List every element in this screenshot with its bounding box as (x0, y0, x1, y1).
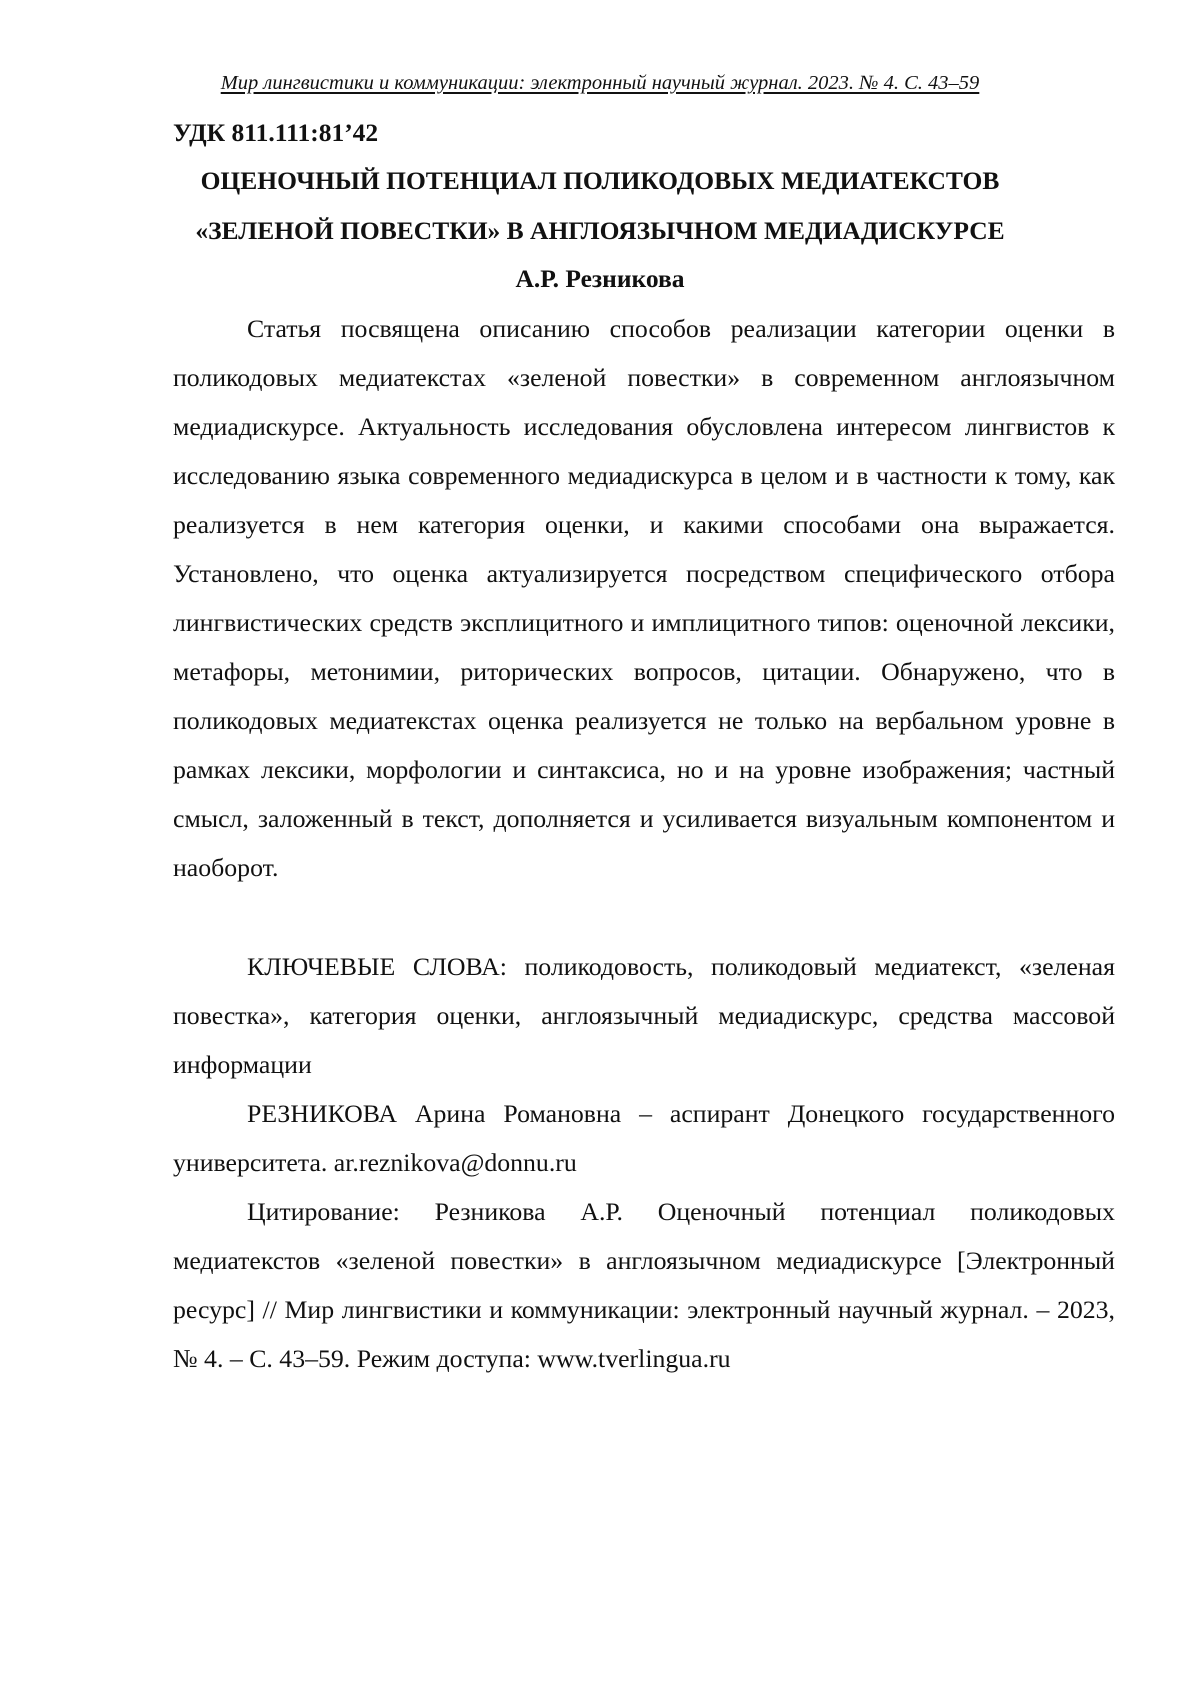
article-title-line-2: «ЗЕЛЕНОЙ ПОВЕСТКИ» В АНГЛОЯЗЫЧНОМ МЕДИАДИСКУРСЕ (0, 216, 1200, 246)
article-author: А.Р. Резникова (0, 264, 1200, 294)
udk-code: УДК 811.111:81’42 (173, 118, 378, 148)
document-page (0, 0, 1200, 1697)
abstract-paragraph: Статья посвящена описанию способов реализации категории оценки в поликодовых медиатекстах «зеленой повестки» в современном англоязычном медиадискурсе. Актуальность исследования обусловлена интересом лингвистов к исследованию языка современного медиадискурса в целом и в частности к тому, как реализуется в нем категория оценки, и какими способами она выражается. Установлено, что оценка актуализируется посредством специфического отбора лингвистических средств эксплицитного и имплицитного типов: оценочной лексики, метафоры, метонимии, риторических вопросов, цитации. Обнаружено, что в поликодовых медиатекстах оценка реализуется не только на вербальном уровне в рамках лексики, морфологии и синтаксиса, но и на уровне изображения; частный смысл, заложенный в текст, дополняется и усиливается визуальным компонентом и наоборот. (173, 304, 1115, 892)
citation-paragraph: Цитирование: Резникова А.Р. Оценочный потенциал поликодовых медиатекстов «зеленой повестки» в англоязычном медиадискурсе [Электронный ресурс] // Мир лингвистики и коммуникации: электронный научный журнал. – 2023, № 4. – С. 43–59. Режим доступа: www.tverlingua.ru (173, 1187, 1115, 1383)
journal-running-header: Мир лингвистики и коммуникации: электронный научный журнал. 2023. № 4. С. 43–59 (0, 72, 1200, 95)
keywords-paragraph: КЛЮЧЕВЫЕ СЛОВА: поликодовость, поликодовый медиатекст, «зеленая повестка», категория оценки, англоязычный медиадискурс, средства массовой информации (173, 942, 1115, 1089)
author-info-paragraph: РЕЗНИКОВА Арина Романовна – аспирант Донецкого государственного университета. ar.reznikova@donnu.ru (173, 1089, 1115, 1187)
article-title-line-1: ОЦЕНОЧНЫЙ ПОТЕНЦИАЛ ПОЛИКОДОВЫХ МЕДИАТЕКСТОВ (0, 166, 1200, 196)
